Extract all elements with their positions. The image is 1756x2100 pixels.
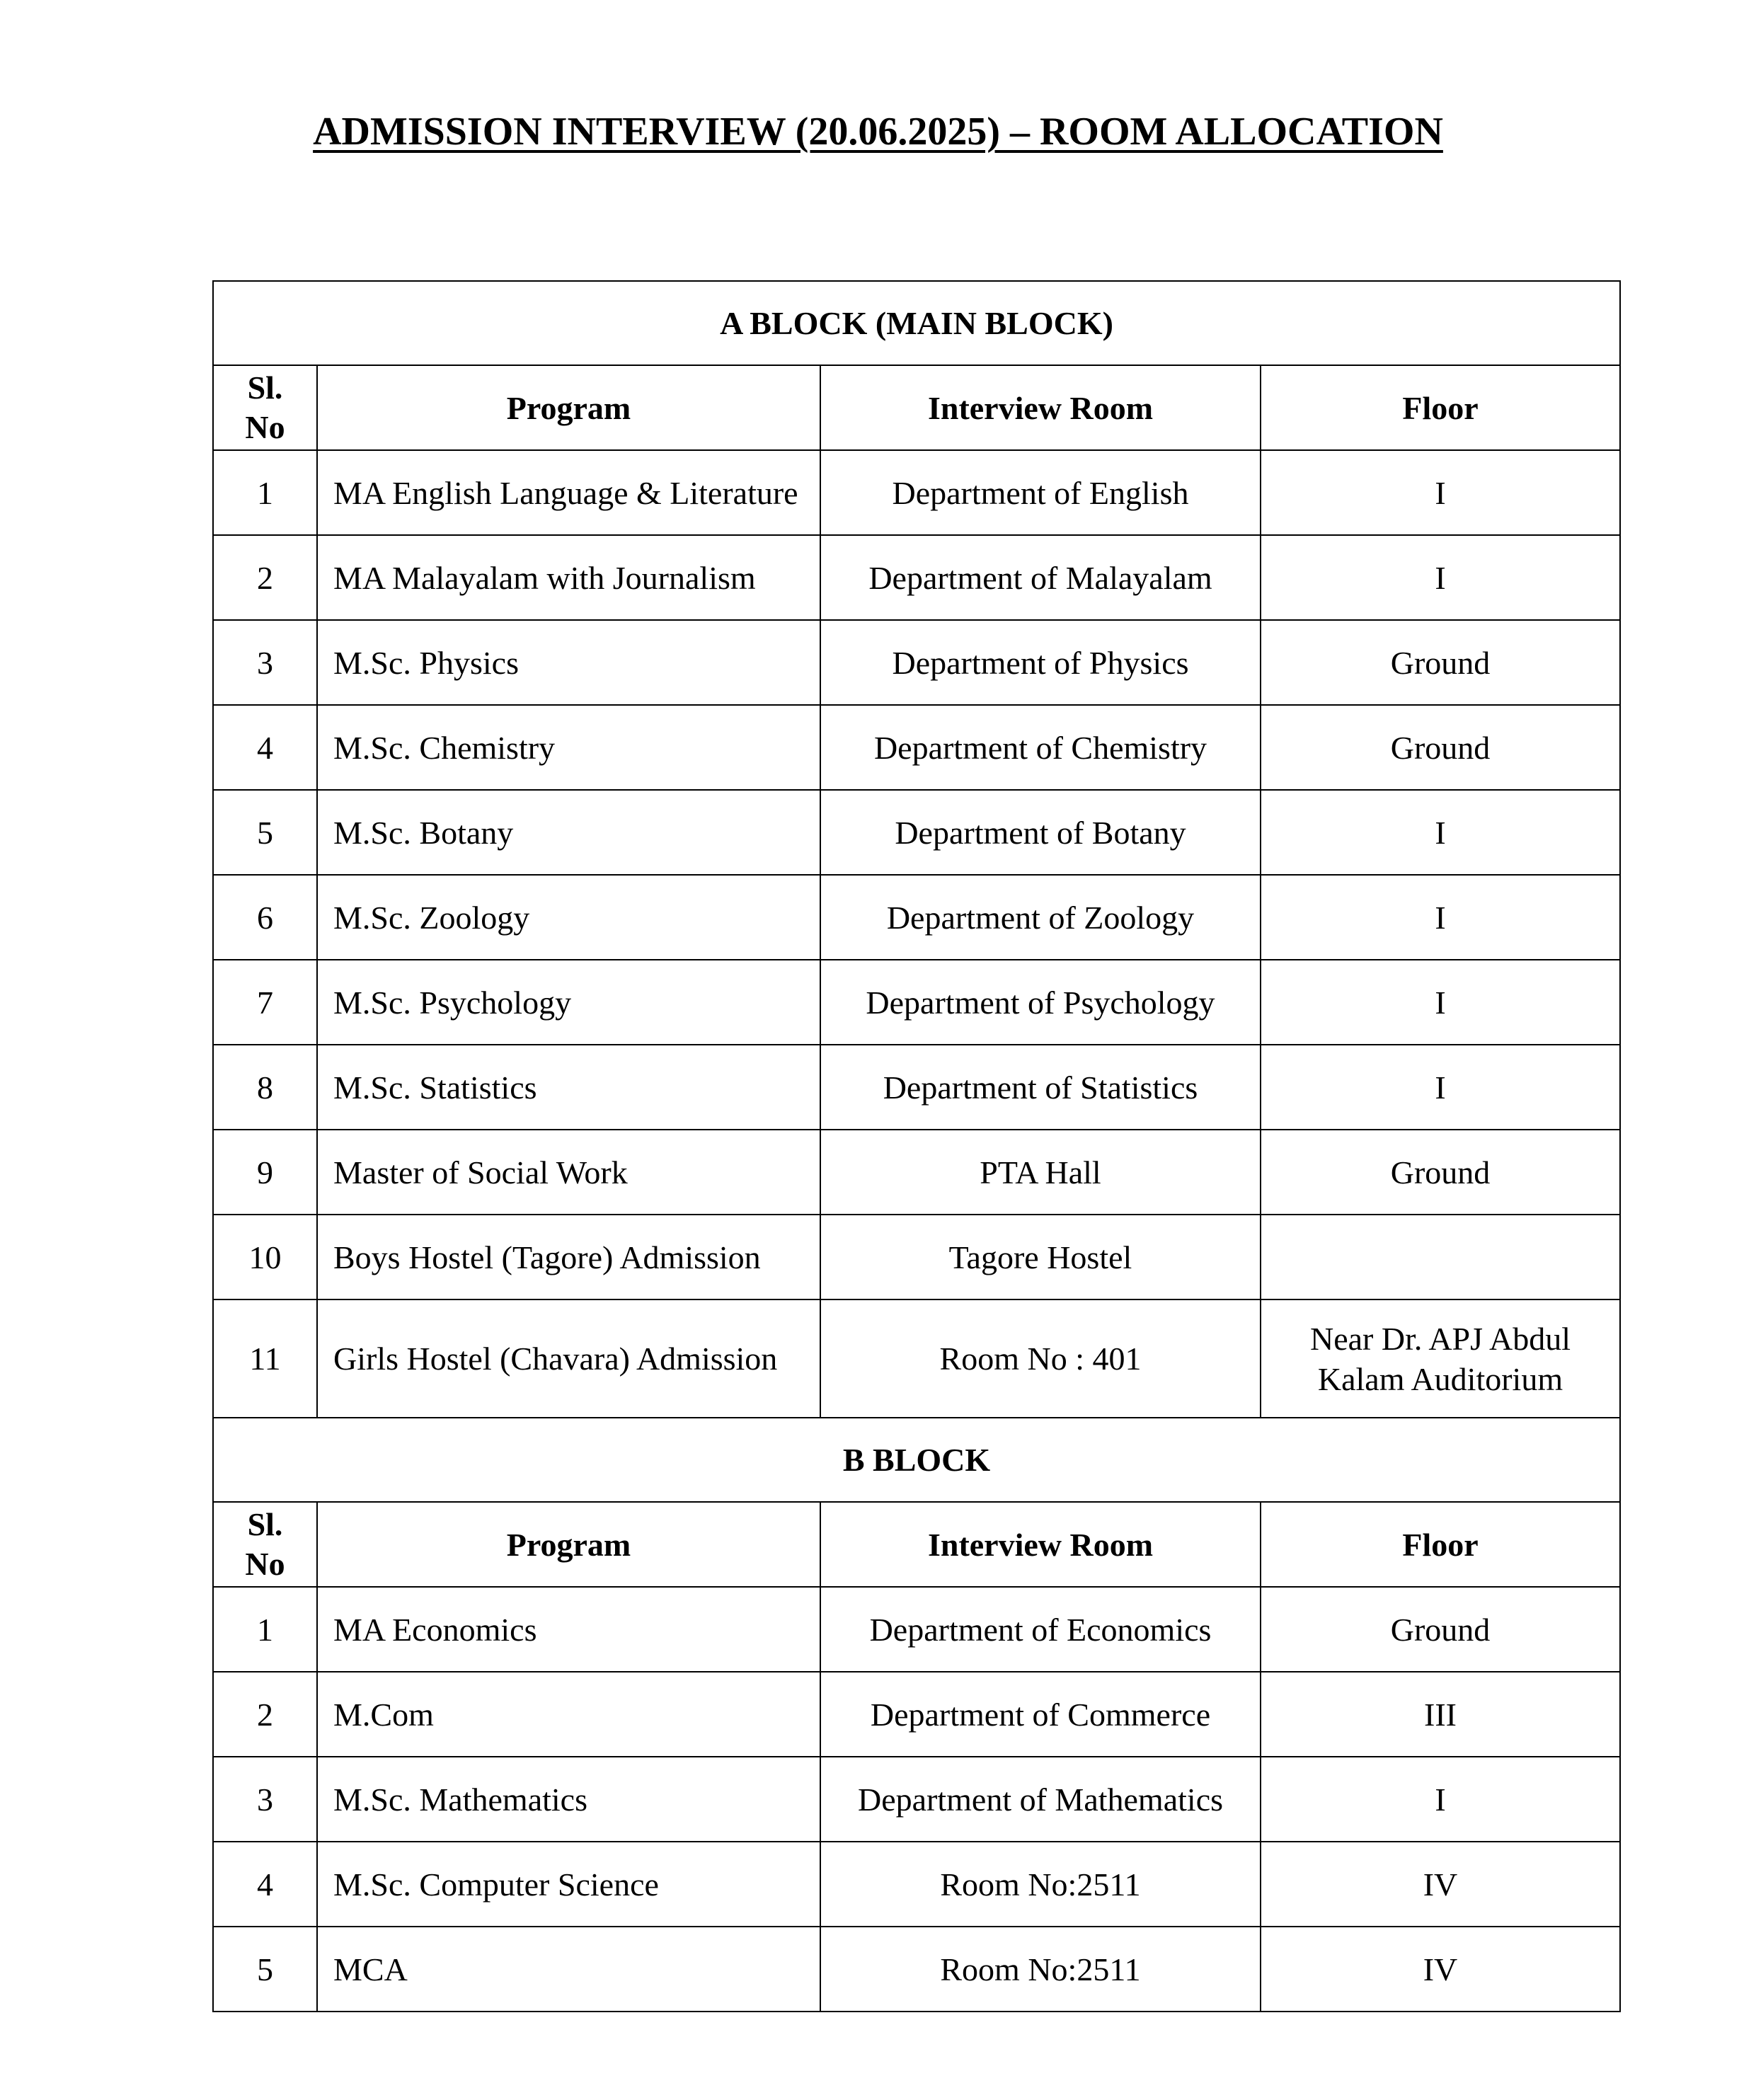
table-row: [213, 1215, 1620, 1299]
table-row: [213, 1587, 1620, 1672]
column-header-sl-no: Sl. No: [213, 1502, 317, 1587]
cell-floor: I: [1261, 875, 1620, 960]
cell-program: Boys Hostel (Tagore) Admission: [317, 1215, 820, 1299]
block-heading: B BLOCK: [213, 1418, 1620, 1502]
cell-sl-no: 2: [213, 1672, 317, 1757]
cell-program: MA Malayalam with Journalism: [317, 535, 820, 620]
cell-program: M.Sc. Computer Science: [317, 1842, 820, 1927]
table-row: [213, 960, 1620, 1045]
cell-program: M.Sc. Botany: [317, 790, 820, 875]
cell-floor: Ground: [1261, 705, 1620, 790]
table-row: [213, 1757, 1620, 1842]
cell-floor: I: [1261, 535, 1620, 620]
cell-floor: [1261, 1215, 1620, 1299]
cell-sl-no: 10: [213, 1215, 317, 1299]
cell-floor: Ground: [1261, 1130, 1620, 1215]
table-row: [213, 875, 1620, 960]
cell-program: M.Sc. Statistics: [317, 1045, 820, 1130]
cell-sl-no: 5: [213, 1927, 317, 2012]
table-row: [213, 450, 1620, 535]
cell-program: MA English Language & Literature: [317, 450, 820, 535]
cell-sl-no: 1: [213, 1587, 317, 1672]
cell-floor: I: [1261, 450, 1620, 535]
cell-sl-no: 4: [213, 705, 317, 790]
cell-interview-room: Department of Psychology: [820, 960, 1261, 1045]
table-header-row: [213, 365, 1620, 450]
column-header-program: Program: [317, 365, 820, 450]
cell-interview-room: Department of Malayalam: [820, 535, 1261, 620]
table-row: [213, 1130, 1620, 1215]
cell-program: M.Sc. Zoology: [317, 875, 820, 960]
cell-interview-room: Tagore Hostel: [820, 1215, 1261, 1299]
table-row: [213, 1672, 1620, 1757]
cell-interview-room: Department of Chemistry: [820, 705, 1261, 790]
cell-sl-no: 3: [213, 620, 317, 705]
column-header-interview-room: Interview Room: [820, 365, 1261, 450]
block-heading-row: [213, 281, 1620, 365]
cell-floor: Near Dr. APJ Abdul Kalam Auditorium: [1261, 1299, 1620, 1418]
cell-interview-room: Room No:2511: [820, 1842, 1261, 1927]
cell-program: M.Com: [317, 1672, 820, 1757]
cell-interview-room: Department of Mathematics: [820, 1757, 1261, 1842]
cell-floor: I: [1261, 790, 1620, 875]
table-header-row: [213, 1502, 1620, 1587]
cell-floor: Ground: [1261, 1587, 1620, 1672]
cell-interview-room: Department of Zoology: [820, 875, 1261, 960]
room-allocation-table: [212, 280, 1621, 2012]
column-header-floor: Floor: [1261, 365, 1620, 450]
cell-floor: III: [1261, 1672, 1620, 1757]
cell-sl-no: 1: [213, 450, 317, 535]
cell-sl-no: 6: [213, 875, 317, 960]
table-row: [213, 1045, 1620, 1130]
cell-sl-no: 11: [213, 1299, 317, 1418]
cell-sl-no: 5: [213, 790, 317, 875]
table-row: [213, 620, 1620, 705]
cell-program: M.Sc. Chemistry: [317, 705, 820, 790]
block-heading: A BLOCK (MAIN BLOCK): [213, 281, 1620, 365]
column-header-interview-room: Interview Room: [820, 1502, 1261, 1587]
table-row: [213, 1299, 1620, 1418]
cell-interview-room: Department of English: [820, 450, 1261, 535]
cell-program: M.Sc. Psychology: [317, 960, 820, 1045]
column-header-floor: Floor: [1261, 1502, 1620, 1587]
cell-interview-room: PTA Hall: [820, 1130, 1261, 1215]
cell-floor: Ground: [1261, 620, 1620, 705]
cell-sl-no: 7: [213, 960, 317, 1045]
cell-sl-no: 9: [213, 1130, 317, 1215]
cell-floor: I: [1261, 960, 1620, 1045]
cell-sl-no: 8: [213, 1045, 317, 1130]
table-row: [213, 535, 1620, 620]
page-title: ADMISSION INTERVIEW (20.06.2025) – ROOM ALLOCATION: [313, 110, 1443, 154]
table-row: [213, 790, 1620, 875]
cell-program: MCA: [317, 1927, 820, 2012]
cell-sl-no: 2: [213, 535, 317, 620]
cell-program: M.Sc. Physics: [317, 620, 820, 705]
cell-floor: I: [1261, 1757, 1620, 1842]
cell-interview-room: Room No:2511: [820, 1927, 1261, 2012]
column-header-program: Program: [317, 1502, 820, 1587]
table-row: [213, 1842, 1620, 1927]
cell-interview-room: Department of Commerce: [820, 1672, 1261, 1757]
cell-program: M.Sc. Mathematics: [317, 1757, 820, 1842]
table-row: [213, 1927, 1620, 2012]
cell-program: Girls Hostel (Chavara) Admission: [317, 1299, 820, 1418]
cell-program: MA Economics: [317, 1587, 820, 1672]
cell-interview-room: Department of Economics: [820, 1587, 1261, 1672]
table-row: [213, 705, 1620, 790]
cell-sl-no: 4: [213, 1842, 317, 1927]
cell-floor: IV: [1261, 1842, 1620, 1927]
cell-interview-room: Department of Botany: [820, 790, 1261, 875]
column-header-sl-no: Sl. No: [213, 365, 317, 450]
cell-sl-no: 3: [213, 1757, 317, 1842]
cell-interview-room: Department of Statistics: [820, 1045, 1261, 1130]
cell-interview-room: Department of Physics: [820, 620, 1261, 705]
block-heading-row: [213, 1418, 1620, 1502]
cell-interview-room: Room No : 401: [820, 1299, 1261, 1418]
cell-floor: IV: [1261, 1927, 1620, 2012]
cell-floor: I: [1261, 1045, 1620, 1130]
cell-program: Master of Social Work: [317, 1130, 820, 1215]
